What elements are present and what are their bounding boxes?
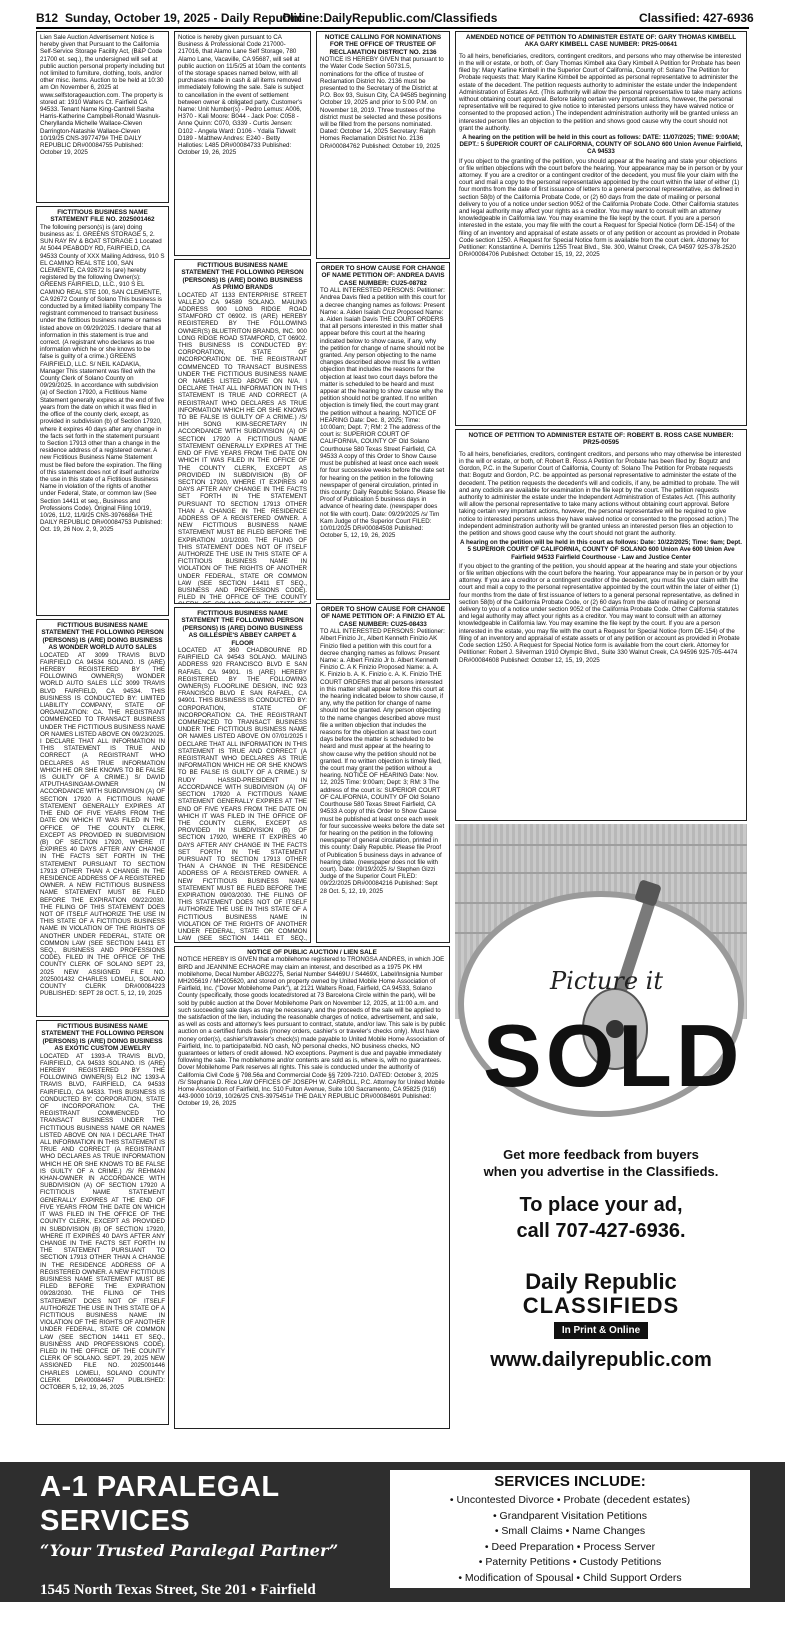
notice-estate-ross — [455, 429, 747, 821]
services-title: SERVICES INCLUDE: — [494, 1473, 646, 1490]
logo-in-print-online: In Print & Online — [554, 1322, 648, 1339]
sold-graphic — [455, 824, 747, 1124]
notice-fbn-gillespies — [174, 607, 311, 943]
notice-text: NOTICE IS HEREBY GIVEN that pursuant to the Water Code Section 50731.5, nominations for the office of trustee of Reclamation District No. 2136 must be presented to the Secretary of the District at P.O. Box 93, Suisun City, CA 94585 beginning October 19, 2025 and prior to 5:00 P.M. on November 18, 2019. Three trustees of the district must be selected and these positions will be filled from the persons nominated. Dated: October 14, 2025 Secretary: Ralph Homes Reclamation District No. 2136 DR#00084762 Published: October 19, 2025 — [320, 56, 447, 150]
notice-text: LOCATED AT 3099 TRAVIS BLVD FAIRFIELD CA 94534 SOLANO. IS (ARE) HEREBY REGISTERED BY THE FOLLOWING OWNER(S) WONDER WORLD AUTO SALES LLC 3099 TRAVIS BLVD FAIRFIELD, CA 94534. THIS BUSINESS IS CONDUCTED BY: LIMITED LIABILITY COMPANY, STATE OF ORGANIZATION: CA. THE REGISTRANT COMMENCED TO TRANSACT BUSINESS UNDER THE FICTITIOUS BUSINESS NAME OR NAMES LISTED ABOVE ON 09/23/2025. I DECLARE THAT ALL INFORMATION IN THIS STATEMENT IS TRUE AND CORRECT (A REGISTRANT WHO DECLARES AS TRUE INFORMATION WHICH HE OR SHE KNOWS TO BE FALSE IS GUILTY OF A CRIME.) S/ DAVID ATPUTHASINGAM-OWNER IN ACCORDANCE WITH SUBDIVISION (A) OF SECTION 17920 A FICTITIOUS NAME STATEMENT GENERALLY EXPIRES AT THE END OF FIVE YEARS FROM THE DATE ON WHICH IT WAS FILED IN THE OFFICE OF THE COUNTY CLERK, EXCEPT AS PROVIDED IN SUBDIVISION (B) OF SECTION 17920, WHERE IT EXPIRES 40 DAYS AFTER ANY CHANGE IN THE FACTS SET FORTH IN THE STATEMENT PURSUANT TO SECTION 17913 OTHER THAN A CHANGE IN THE RESIDENCE ADDRESS OF A REGISTERED OWNER. A NEW FICTITIOUS BUSINESS NAME STATEMENT MUST BE FILED BEFORE THE EXPIRATION 09/22/2030. THE FILING OF THIS STATEMENT DOES NOT OF ITSELF AUTHORIZE THE USE IN THIS STATE OF A FICTITIOUS BUSINESS NAME IN VIOLATION OF THE RIGHTS OF ANOTHER UNDER FEDERAL, STATE OR COMMON LAW (SEE SECTION 14411 ET SEQ., BUSINESS AND PROFESSIONS CODE). FILED IN THE OFFICE OF THE COUNTY CLERK OF SOLANO SEPT 23, 2025 NEW ASSIGNED FILE NO. 2025001432 CHARLES LOMELI, SOLANO COUNTY CLERK DR#00084223 PUBLISHED: SEPT 28 OCT. 5, 12, 19, 2025 — [40, 651, 165, 998]
notice-public-auction — [174, 946, 450, 1429]
notice-title: FICTITIOUS BUSINESS NAME STATEMENT THE FOLLOWING PERSON (PERSONS) IS (ARE) DOING BUSINESS AS GILLESPIE'S ABBEY CARPET & FLOOR — [181, 610, 304, 647]
notice-title: FICTITIOUS BUSINESS NAME STATEMENT FILE NO. 2025001462 — [50, 209, 155, 224]
site-url[interactable]: Online:DailyRepublic.com/Classifieds — [282, 11, 498, 25]
hearing-info: A hearing on the petition will be held in this court as follows: DATE: 11/07/2025; TIME: 9:00AM; DEPT.: 5 SUPERIOR COURT OF CALIFORNIA, COUNTY OF SOLANO 600 Union Avenue Fairfield, CA 94533 — [459, 134, 743, 156]
notice-fbn-primo-brands — [174, 259, 311, 604]
classified-phone: Classified: 427-6936 — [639, 11, 754, 25]
column-3 — [316, 31, 450, 943]
promo-copy — [455, 1146, 747, 1372]
ad-business-name: A-1 PARALEGAL SERVICES — [40, 1471, 280, 1537]
notice-title: AMENDED NOTICE OF PETITION TO ADMINISTER ESTATE OF: GARY THOMAS KIMBELL AKA GARY KIMBELL CASE NUMBER: PR25-00641 — [465, 34, 737, 49]
notice-text: TO ALL INTERESTED PERSONS: Petitioner: Albert Finizio Jr., Albert Kenneth Finizio AK Finizio filed a petition with this court for a decree changing names as follows: Present Name: a. Albert Finizio Jr b. Albert Kenneth Finizio C. A K Finizio Proposed Name: a. A. K. Finizio b. A. K. Finizio c. A. K. Finizio THE COURT ORDERS that all persons interested in this matter shall appear before this court at the hearing indicated below to show cause, if any, why the petition for change of name should not be granted. Any person objecting to the name changes described above must file a written objection that includes the reasons for the objection at least two court days before the matter is scheduled to be heard and must appear at the hearing to show cause why the petition should not be granted. If no written objection is timely filed, the court may grant the petition without a hearing. NOTICE OF HEARING Date: Nov. 12, 2025 Time: 9:00am; Dept: 3; RM: 3 The address of the court is: SUPERIOR COURT OF CALIFORNIA, COUNTY OF Old Solano Courthouse 580 Texas Street Fairfield, CA 94533 A copy of this Order to Show Cause must be published at least once each week for four successive weeks before the date set for hearing on the petition in the following newspaper of general circulation, printed in this county: Daily Republic. Please file Proof of Publication 5 business days in advance of hearing date. (newspaper does not file with court). Date: 09/19/2025 /s/ Stephen Gizzi Judge of the Superior Court FILED: 09/22/2025 DR#00084216 Published: Sept 28 Oct. 5, 12, 19, 2025 — [320, 628, 445, 895]
notice-text: TO ALL INTERESTED PERSONS: Petitioner: Andrea Davis filed a petition with this court for a decree changing names as follows: Present Name: a. Aiden Isaiah Cruz Proposed Name: a. Aiden Isaiah Davis THE COURT ORDERS that all persons interested in this matter shall appear before this court at the hearing indicated below to show cause, if any, why the petition for change of name should not be granted. Any person objecting to the name changes described above must file a written objection that includes the reasons for the objection at least two court days before the matter is scheduled to be heard and must appear at the hearing to show cause why the petition should not be granted. If no written objection is timely filed, the court may grant the petition without a hearing. NOTICE OF HEARING Date: Dec. 8, 2025; Time: 10:00am; Dept. 7; RM: 2 The address of the court is: SUPERIOR COURT OF CALIFORNIA, COUNTY OF Old Solano Courthouse 580 Texas Street Fairfield, CA 94533 A copy of this Order to Show Cause must be published at least once each week for four successive weeks before the date set for hearing on the petition in the following newspaper of general circulation, printed in this county: Daily Republic Solano. Please file Proof of Publication 5 business days in advance of hearing date. (newspaper does not file with court). Date: 09/29/2025 /s/ Tim Kam Judge of the Superior Court FILED: 10/01/2025 DR#00084508 Published: October 5, 12, 19, 26, 2025 — [320, 287, 446, 540]
notice-reclamation-nominations — [316, 31, 450, 259]
dr-classifieds-logo — [516, 1270, 686, 1339]
notice-fbn-greens — [36, 206, 169, 616]
service-item: • Deed Preparation • Process Server — [484, 1540, 656, 1553]
notice-title: ORDER TO SHOW CAUSE FOR CHANGE OF NAME PETITION OF: ANDREA DAVIS CASE NUMBER: CU25-08782 — [320, 265, 446, 287]
logo-daily-republic: Daily Republic — [525, 1269, 677, 1294]
notice-title: FICTITIOUS BUSINESS NAME STATEMENT THE FOLLOWING PERSON (PERSONS) IS (ARE) DOING BUSINESS AS EXOTIC CUSTOM JEWELRY — [41, 1023, 164, 1053]
notice-alamo-storage — [174, 31, 311, 256]
service-item: • Paternity Petitions • Custody Petitions — [478, 1556, 662, 1569]
column-4 — [455, 31, 747, 821]
ad-tagline: “Your Trusted Paralegal Partner” — [40, 1541, 339, 1560]
logo-classifieds: CLASSIFIEDS — [522, 1293, 680, 1318]
notice-text: To all heirs, beneficiaries, creditors, contingent creditors, and persons who may otherwise be interested in the will or estate, or both, of: Robert B. Ross A Petition for Probate has been filed by: Bogutz and Gordon, P.C. in the Superior Court of California, County of: Solano The Petition for Probate requests that: Bogutz and Gordon, P.C. be appointed as personal representative to administer the estate of the decedent. The petition requests the decedent's will and codicils, if any, be admitted to probate. The will and any codicils are available for examination in the file kept by the court. The petition requests authority to administer the estate under the Independent Administration of Estates Act. (This authority will allow the personal representative to take many actions without obtaining court approval. Before taking certain very important actions, however, the personal representative will be required to give notice to interested persons unless they have waived notice or consented to the proposed action.) The independent administration authority will be granted unless an interested person files an objection to the petition and shows good cause why the court should not grant the authority. — [459, 450, 742, 538]
promo-call[interactable]: call 707-427-6936. — [516, 1220, 686, 1242]
sold-text: SOLD — [483, 1006, 744, 1105]
notice-fbn-exotic-jewelry — [36, 1020, 169, 1425]
notice-text: LOCATED AT 1133 ENTERPRISE STREET VALLEJO CA 94589 SOLANO. MAILING ADDRESS 900 LONG RIDGE ROAD STAMFORD CT 06902. IS (ARE) HEREBY REGISTERED BY THE FOLLOWING OWNER(S) BLUETRITON BRANDS, INC. 900 LONG RIDGE ROAD STAMFORD, CT 06902. THIS BUSINESS IS CONDUCTED BY: CORPORATION, STATE OF INCORPORATION: DE. THE REGISTRANT COMMENCED TO TRANSACT BUSINESS UNDER THE FICTITIOUS BUSINESS NAME OR NAMES LISTED ABOVE ON N/A. I DECLARE THAT ALL INFORMATION IN THIS STATEMENT IS TRUE AND CORRECT (A REGISTRANT WHO DECLARES AS TRUE INFORMATION WHICH HE OR SHE KNOWS TO BE FALSE IS GUILTY OF A CRIME.) /S/ HIH SONG KIM-SECRETARY IN ACCORDANCE WITH SUBDIVISION (A) OF SECTION 17920 A FICTITIOUS NAME STATEMENT GENERALLY EXPIRES AT THE END OF FIVE YEARS FROM THE DATE ON WHICH IT WAS FILED IN THE OFFICE OF THE COUNTY CLERK, EXCEPT AS PROVIDED IN SUBDIVISION (B) OF SECTION 17920, WHERE IT EXPIRES 40 DAYS AFTER ANY CHANGE IN THE FACTS SET FORTH IN THE STATEMENT PURSUANT TO SECTION 17913 OTHER THAN A CHANGE IN THE RESIDENCE ADDRESS OF A REGISTERED OWNER. A NEW FICTITIOUS BUSINESS NAME STATEMENT MUST BE FILED BEFORE THE EXPIRATION 10/1/2030. THE FILING OF THIS STATEMENT DOES NOT OF ITSELF AUTHORIZE THE USE IN THIS STATE OF A FICTITIOUS BUSINESS NAME IN VIOLATION OF THE RIGHTS OF ANOTHER UNDER FEDERAL, STATE OR COMMON LAW (SEE SECTION 14411 ET SEQ., BUSINESS AND PROFESSIONS CODE). FILED IN THE OFFICE OF THE COUNTY — [178, 291, 307, 602]
notice-title: FICTITIOUS BUSINESS NAME STATEMENT THE FOLLOWING PERSON (PERSONS) IS (ARE) DOING BUSINESS AS WONDER WORLD AUTO SALES — [41, 622, 164, 652]
promo-website[interactable]: www.dailyrepublic.com — [490, 1349, 712, 1371]
ad-phone[interactable]: Call (707) 724-0840 — [90, 1606, 256, 1628]
paralegal-ad — [0, 1462, 785, 1628]
service-item: • Small Claims • Name Changes — [494, 1525, 646, 1538]
notice-title: NOTICE OF PUBLIC AUCTION / LIEN SALE — [247, 949, 377, 956]
notice-text-2: If you object to the granting of the petition, you should appear at the hearing and state your objections or file written objections with the court before the hearing. Your appearance may be in person or by your attorney. If you are a creditor or a contingent creditor of the decedent, you must file your claim with the court and mail a copy to the personal representative appointed by the court within the later of either (1) four months from the date of first issuance of letters to a general personal representative, as defined in section 58(b) of the California Probate Code, or (2) 60 days from the date of mailing or personal delivery to you of a notice under section 9052 of the California Probate Code. Other California statutes and legal authority may affect your rights as a creditor. You may want to consult with an attorney knowledgeable in California law. You may examine the file kept by the court. If you are a person interested in the estate, you may file with the court a Request for Special Notice (form DE-154) of the filing of an inventory and appraisal of estate assets or of any petition or account as provided in Probate Code section 1250. A Request for Special Notice form is available from the court clerk. Attorney for Petitioner: Robert J. Silverman 1910 Olympic Blvd., Suite 330 Walnut Creek, CA 94596 925-705-4474 DR#00084608 Published: October 12, 15, 19, 2025 — [459, 562, 743, 664]
promo-line-2: when you advertise in the Classifieds. — [483, 1164, 719, 1179]
notice-name-change-davis — [316, 262, 450, 600]
notice-title: ORDER TO SHOW CAUSE FOR CHANGE OF NAME PETITION OF: A FINIZIO ET AL CASE NUMBER: CU25-08433 — [320, 606, 446, 628]
column-1 — [36, 31, 169, 1428]
picture-it-text: Picture it — [550, 967, 663, 995]
page-header — [0, 0, 785, 30]
promo-place-ad: To place your ad, — [519, 1194, 683, 1216]
notice-name-change-finizio — [316, 603, 450, 943]
notice-text: Notice is hereby given pursuant to CA Business & Professional Code 217000-217016, that Alamo Lane Self Storage, 780 Alamo Lane, Vacaville, CA 95687, will sell at public auction on 11/5/25 at 10am the contents of the storage spaces named below, with all purchases made in cash & all items removed immediately following the sale. Sale is subject to cancellation in the event of settlement between owner & obligated party. Customer's Name: Unit Number(s) - Pedro Lemus: A006, H370 - Kali Moore: B044 - Jack Poe: C058 - Anne Quinn: C070, G339 - Curtis Jensen: D102 - Angela Ward: D106 - Ydalia Tidwell: D189 - Matthew Andres: E240 - Betty Halloties: L485 DR#00084733 Published: October 19, 26, 2025 — [178, 34, 306, 157]
notice-text: To all heirs, beneficiaries, creditors, contingent creditors, and persons who may otherwise be interested in the will or estate, or both, of: Gary Thomas Kimbell aka Gary Kimbell A Petition for Probate has been filed by: Mary Karline Kimbell in the Superior Court of California, County of: Solano The Petition for Probate requests that: Mary Karline Kimbell be appointed as personal representative to administer the estate of the decedent. The petition requests authority to administer the estate under the Independent Administration of Estates Act. (This authority will allow the personal representative to take many actions without obtaining court approval. Before taking certain very important actions, however, the personal representative will be required to give notice to interested persons unless they have waived notice or consented to the proposed action.) The independent administration authority will be granted unless an interested person files an objection to the petition and shows good cause why the court should not grant the authority. — [459, 52, 742, 132]
notice-text: The following person(s) is (are) doing business as: 1. GREENS STORAGE 5, 2. SUN RAY RV & BOAT STORAGE 1 Located At 5044 PEABODY RD, FAIRFIELD, CA 94533 County of XXX Mailing Address, 910 S EL CAMINO REAL STE 100, SAN CLEMENTE, CA 92672 Is (are) hereby registered by the following Owner(s): GREENS FAIRFIELD, LLC., 910 S EL CAMINO REAL STE 100, SAN CLEMENTE, CA 92672 County of Solano This business is conducted by a limited liability company The registrant commenced to transact business under the fictitious business name or names listed above on 09/29/2025. I declare that all information in this statement is true and correct. (A registrant who declares as true information which he or she knows to be false is guilty of a crime.) GREENS FAIRFIELD, LLC. S/ NEIL KADAKIA, Manager This statement was filed with the County Clerk of Solano County on 09/29/2025. In accordance with subdivision (a) of Section 17920, a Fictitious Name Statement generally expires at the end of five years from the date on which it was filed in the office of the county clerk, except, as provided in subdivision (b) of Section 17920, where it expires 40 days after any change in the facts set forth in the statement pursuant to Section 17913 other than a change in the residence address of a registered owner. A new Fictitious Business Name Statement must be filed before the expiration. The filing of this statement does not of itself authorize the use in this state of a Fictitious Business Name in violation of the rights of another under Federal, State, or common law (See Section 14411 et seq., Business and Professions Code). Original Filing 10/19, 10/26, 11/2, 11/9/25 CNS-3976686# THE DAILY REPUBLIC DR#00084753 Published: Oct. 19, 26 Nov. 2, 9, 2025 — [40, 223, 165, 534]
hearing-info: A hearing on the petition will be held in this court as follows: Date: 10/22/2025; Time: 9am; Dept. 5 SUPERIOR COURT OF CALIFORNIA, COUNTY OF SOLANO 600 Union Ave 600 Union Ave Fairfield 94533 Fairfield Courthouse - Law and Justice Center — [460, 539, 742, 561]
notice-text-2: If you object to the granting of the petition, you should appear at the hearing and state your objections or file written objections with the court before the hearing. Your appearance may be in person or by your attorney. If you are a creditor or a contingent creditor of the decedent, you must file your claim with the court and mail a copy to the personal representative appointed by the court within the later of either (1) four months from the date of first issuance of letters to a general personal representative, as defined in section 58(b) of the California Probate Code, or (2) 60 days from the date of mailing or personal delivery to you of a notice under section 9052 of the California Probate Code. Other California statutes and legal authority may affect your rights as a creditor. You may want to consult with an attorney knowledgeable in California law. You may examine the file kept by the court. If you are a person interested in the estate, you may file with the court a Request for Special Notice (form DE-154) of the filing of an inventory and appraisal of estate assets or of any petition or account as provided in Probate Code section 1250. A Request for Special Notice form is available from the court clerk. Attorney for Petitioner: Konstantine A. Demiris 1255 Treat Blvd., Ste. 300, Walnut Creek, CA 94597 925-378-2520 DR#00084706 Published: October 15, 19, 22, 2025 — [459, 157, 743, 259]
service-item: • Grandparent Visitation Petitions — [492, 1509, 648, 1522]
notice-text: NOTICE HEREBY IS GIVEN that a mobilehome registered to TRONGSA ANDRES, in which JOE BIRD and JEANNINE ECHAORE may claim an interest, and described as a 1975 PK HM mobilehome, Decal Number ABG2275, Serial Number S4469U / S4469X, Label/Insignia Number MH205619 / MH205620, and stored on property owned by United Mobile Home Association of Fairfield, Inc. ("Dover Mobilehome Park"), at 2121 Walters Road, Fairfield, CA 94533, Solano County (specifically, those goods located/stored at 73 Barcelona Circle within the park), will be sold by public auction at the Dover Mobilehome Park on November 12, 2025, at 11:00 a.m. and such succeeding sale days as may be necessary, and the proceeds of the sale will be applied to the satisfaction of the lien, including the reasonable charges of notice, advertisement, and sale, as well as costs and attorney's fees pursuant to contract, statute, and/or law. This sale is by public auction on a certified funds basis (money orders, cashier's or traveler's checks only). Must have money order(s), cashier's/traveler's check(s) made payable to United Mobile Home Association of Fairfield, Inc. to participate/bid. NO cash, NO personal checks, NO business checks, NO guarantees or letters of credit allowed. NO exceptions. Payment is due and payable immediately following the sale. The mobilehome and/or contents are sold as is, where is, with no guarantees. Dover Mobilehome Park reserves all rights. This sale is conducted under the authority of California Civil Code § 798.56a and Commercial Code §§ 7209-7210. DATED: October 3, 2025 /S/ Stephanie D. Rice LAW OFFICES OF JOSEPH W. CARROLL, P.C. Attorney for United Mobile Home Association of Fairfield, Inc. 510 Fulton Avenue, Suite 100 Sacramento, CA 95825 (916) 443-9000 10/19, 10/26/25 CNS-3975451# THE DAILY REPUBLIC DR#00084691 Published: October 19, 26, 2025 — [178, 956, 446, 1108]
ad-address: 1545 North Texas Street, Ste 201 • Fairfield — [40, 1582, 316, 1598]
ad-left-panel — [40, 1470, 365, 1630]
notice-title: NOTICE CALLING FOR NOMINATIONS FOR THE OFFICE OF TRUSTEE OF RECLAMATION DISTRICT NO. 2136 — [324, 34, 442, 56]
promo-line-1: Get more feedback from buyers — [503, 1147, 699, 1162]
notice-lien-sale — [36, 31, 169, 203]
notice-text: LOCATED AT 360 CHADBOURNE RD FAIRFIELD CA 94543 SOLANO. MAILING ADDRESS 920 FRANCISCO BLVD E SAN RAFAEL CA 94901. IS (ARE) HEREBY REGISTERED BY THE FOLLOWING OWNER(S) FLOORLINE DESIGN, INC 923 FRANCISCO BLVD E SAN RAFAEL, CA 94901. THIS BUSINESS IS CONDUCTED BY: CORPORATION, STATE OF INCORPORATION: CA. THE REGISTRANT COMMENCED TO TRANSACT BUSINESS UNDER THE FICTITIOUS BUSINESS NAME OR NAMES LISTED ABOVE ON 07/01/2025 I DECLARE THAT ALL INFORMATION IN THIS STATEMENT IS TRUE AND CORRECT (A REGISTRANT WHO DECLARES AS TRUE INFORMATION WHICH HE OR SHE KNOWS TO BE FALSE IS GUILTY OF A CRIME.) S/ RUDY HASSID-PRESIDENT IN ACCORDANCE WITH SUBDIVISION (A) OF SECTION 17920 A FICTITIOUS NAME STATEMENT GENERALLY EXPIRES AT THE END OF FIVE YEARS FROM THE DATE ON WHICH IT WAS FILED IN THE OFFICE OF THE COUNTY CLERK, EXCEPT AS PROVIDED IN SUBDIVISION (B) OF SECTION 17920, WHERE IT EXPIRES 40 DAYS AFTER ANY CHANGE IN THE FACTS SET FORTH IN THE STATEMENT PURSUANT TO SECTION 17913 OTHER THAN A CHANGE IN THE RESIDENCE ADDRESS OF A REGISTERED OWNER. A NEW FICTITIOUS BUSINESS NAME STATEMENT MUST BE FILED BEFORE THE EXPIRATION 09/03/2030. THE FILING OF THIS STATEMENT DOES NOT OF ITSELF AUTHORIZE THE USE IN THIS STATE OF A FICTITIOUS BUSINESS NAME IN VIOLATION OF THE RIGHTS OF ANOTHER UNDER FEDERAL, STATE OR COMMON LAW (SEE SECTION 14411 ET SEQ., — [178, 647, 307, 943]
notice-title: NOTICE OF PETITION TO ADMINISTER ESTATE OF: ROBERT B. ROSS CASE NUMBER: PR25-00595 — [468, 432, 734, 447]
column-2 — [174, 31, 311, 943]
services-list — [390, 1493, 750, 1587]
ad-services-panel — [390, 1470, 750, 1588]
notice-text: Lien Sale Auction Advertisement Notice is hereby given that Pursuant to the California Self-Service Storage Facility Act, (B&P Code 21700 et. seq.), the undersigned will sell at public auction personal property including but not limited to furniture, clothing, tools, and/or other misc. items. Auction to be held at 10:30 am On November 6, 2025 at www.selfstorageauction.com. The property is stored at: 1910 Walters Ct. Fairfield CA 94533. Tenant Name King-Cantrell Sasha Harris-Katherine Campbell-Ronald Wasnuk-Cheryllanda Michelle Wallace-Cleven Darrington-Natashie Wallace-Cleven 10/19/25 CNS-3977479# THE DAILY REPUBLIC DR#00084755 Published: October 19, 2025 — [40, 34, 165, 157]
header-rule — [36, 27, 749, 29]
notice-estate-kimbell — [455, 31, 747, 426]
page-date: Sunday, October 19, 2025 - Daily Republic — [65, 11, 304, 25]
notice-fbn-wonder-world — [36, 619, 169, 1017]
notice-text: LOCATED AT 1393-A TRAVIS BLVD, FAIRFIELD, CA 94533 SOLANO. IS (ARE) HEREBY REGISTERED BY THE FOLLOWING OWNER(S) EL2 INC 1393-A TRAVIS BLVD, FAIRFIELD, CA 94533 FAIRFIELD, CA 94533. THIS BUSINESS IS CONDUCTED BY: CORPORATION, STATE OF INCORPORATION: CA. THE REGISTRANT COMMENCED TO TRANSACT BUSINESS UNDER THE FICTITIOUS BUSINESS NAME OR NAMES LISTED ABOVE ON N/A I DECLARE THAT ALL INFORMATION IN THIS STATEMENT IS TRUE AND CORRECT (A REGISTRANT WHO DECLARES AS TRUE INFORMATION WHICH HE OR SHE KNOWS TO BE FALSE IS GUILTY OF A CRIME.) /S/ REHMAN KHAN-OWNER IN ACCORDANCE WITH SUBDIVISION (A) OF SECTION 17920 A FICTITIOUS NAME STATEMENT GENERALLY EXPIRES AT THE END OF FIVE YEARS FROM THE DATE ON WHICH IT WAS FILED IN THE OFFICE OF THE COUNTY CLERK, EXCEPT AS PROVIDED IN SUBDIVISION (B) OF SECTION 17920, WHERE IT EXPIRES 40 DAYS AFTER ANY CHANGE IN THE FACTS SET FORTH IN THE STATEMENT PURSUANT TO SECTION 17913 OTHER THAN A CHANGE IN THE RESIDENCE ADDRESS OF A REGISTERED OWNER. A NEW FICTITIOUS BUSINESS NAME STATEMENT MUST BE FILED BEFORE THE EXPIRATION 09/28/2030. THE FILING OF THIS STATEMENT DOES NOT OF ITSELF AUTHORIZE THE USE IN THIS STATE OF A FICTITIOUS BUSINESS NAME IN VIOLATION OF THE RIGHTS OF ANOTHER UNDER FEDERAL, STATE OR COMMON LAW (SEE SECTION 14411 ET SEQ., BUSINESS AND PROFESSIONS CODE). FILED IN THE OFFICE OF THE COUNTY CLERK OF SOLANO. SEPT. 29, 2025 NEW ASSIGNED FILE NO. 2025001446 CHARLES LOMELI, SOLANO COUNTY CLERK DR#00084457 PUBLISHED: OCTOBER 5, 12, 19, 26, 2025 — [40, 1052, 165, 1391]
page-number: B12 — [36, 11, 59, 25]
service-item: • Modification of Spousal • Child Support Orders — [458, 1571, 682, 1584]
notice-title: FICTITIOUS BUSINESS NAME STATEMENT THE FOLLOWING PERSON (PERSONS) IS (ARE) DOING BUSINESS AS PRIMO BRANDS — [181, 262, 304, 292]
service-item: • Uncontested Divorce • Probate (decedent estates) — [449, 1494, 691, 1506]
